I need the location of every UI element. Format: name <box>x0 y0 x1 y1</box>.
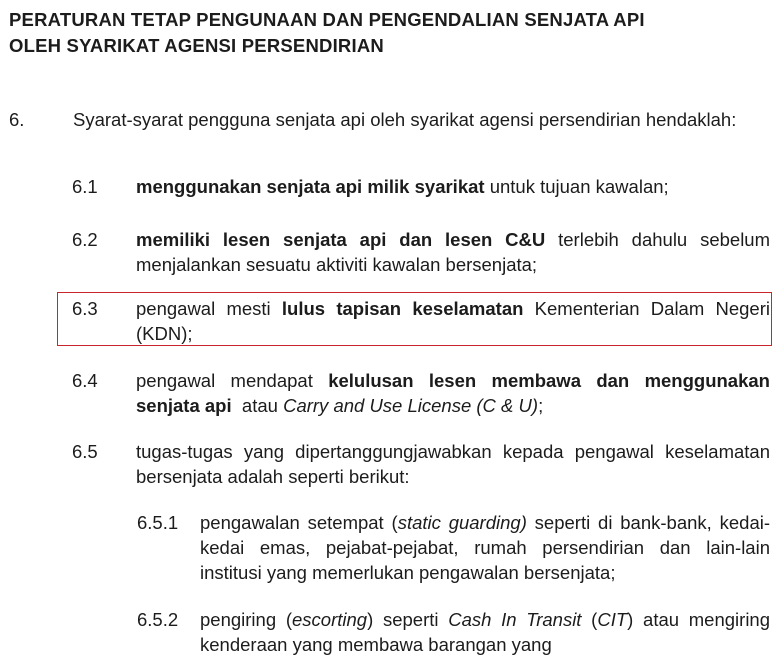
clause-number: 6.4 <box>72 370 98 391</box>
clause-bold: lulus tapisan keselamatan <box>281 298 524 319</box>
clause-number: 6.5 <box>72 441 98 462</box>
section-6-intro <box>9 107 769 132</box>
subclause-text <box>200 607 770 657</box>
clause-bold: menggunakan senjata api milik syarikat <box>136 176 485 197</box>
section-intro-text: Syarat-syarat pengguna senjata api oleh syarikat agensi persendirian hendaklah: <box>73 109 737 130</box>
clause-number: 6.2 <box>72 229 98 250</box>
clause-mid: atau <box>231 395 284 416</box>
subclause-text <box>200 510 770 585</box>
clause-number: 6.3 <box>72 298 98 319</box>
subclause-number: 6.5.2 <box>137 609 179 630</box>
clause-text <box>136 368 770 418</box>
document-title <box>9 7 774 59</box>
subclause-rest: seperti di bank-bank, kedai-kedai emas, pejabat-pejabat, rumah persendirian dan lain-lain institusi yang memerlukan pengawalan bersenjata; <box>200 512 770 583</box>
subclause-pre: pengawalan setempat ( <box>200 512 398 533</box>
subclause-italic-1: escorting <box>292 609 368 630</box>
subclause-pre: pengiring ( <box>200 609 292 630</box>
clause-text <box>136 227 770 277</box>
subclause-rest: ) atau mengiring kenderaan yang membawa barangan yang <box>200 609 771 655</box>
clause-italic: Carry and Use License (C & U) <box>283 395 539 416</box>
title-line-1: PERATURAN TETAP PENGUNAAN DAN PENGENDALIAN SENJATA API <box>9 9 645 30</box>
clause-rest: untuk tujuan kawalan; <box>484 176 669 197</box>
clause-text: tugas-tugas yang dipertanggungjawabkan kepada pengawal keselamatan bersenjata adalah seperti berikut: <box>136 441 770 487</box>
clause-rest: Kementerian Dalam Negeri (KDN); <box>136 298 770 344</box>
clause-bold: kelulusan lesen membawa dan menggunakan senjata api <box>136 370 770 416</box>
subclause-italic: static guarding) <box>397 512 527 533</box>
clause-text <box>136 174 770 199</box>
clause-bold: memiliki lesen senjata api dan lesen C&U <box>136 229 546 250</box>
subclause-mid-2: ( <box>581 609 598 630</box>
clause-text <box>136 296 770 346</box>
clause-pre: pengawal mendapat <box>136 370 329 391</box>
clause-rest: terlebih dahulu sebelum menjalankan sesuatu aktiviti kawalan bersenjata; <box>136 229 770 275</box>
section-number: 6. <box>9 109 25 130</box>
subclause-mid: ) seperti <box>367 609 449 630</box>
clause-number: 6.1 <box>72 176 98 197</box>
clause-rest: ; <box>538 395 544 416</box>
clause-pre: pengawal mesti <box>136 298 282 319</box>
title-line-2: OLEH SYARIKAT AGENSI PERSENDIRIAN <box>9 35 384 56</box>
subclause-italic-2: Cash In Transit <box>448 609 582 630</box>
subclause-number: 6.5.1 <box>137 512 179 533</box>
subclause-italic-3: CIT <box>597 609 628 630</box>
